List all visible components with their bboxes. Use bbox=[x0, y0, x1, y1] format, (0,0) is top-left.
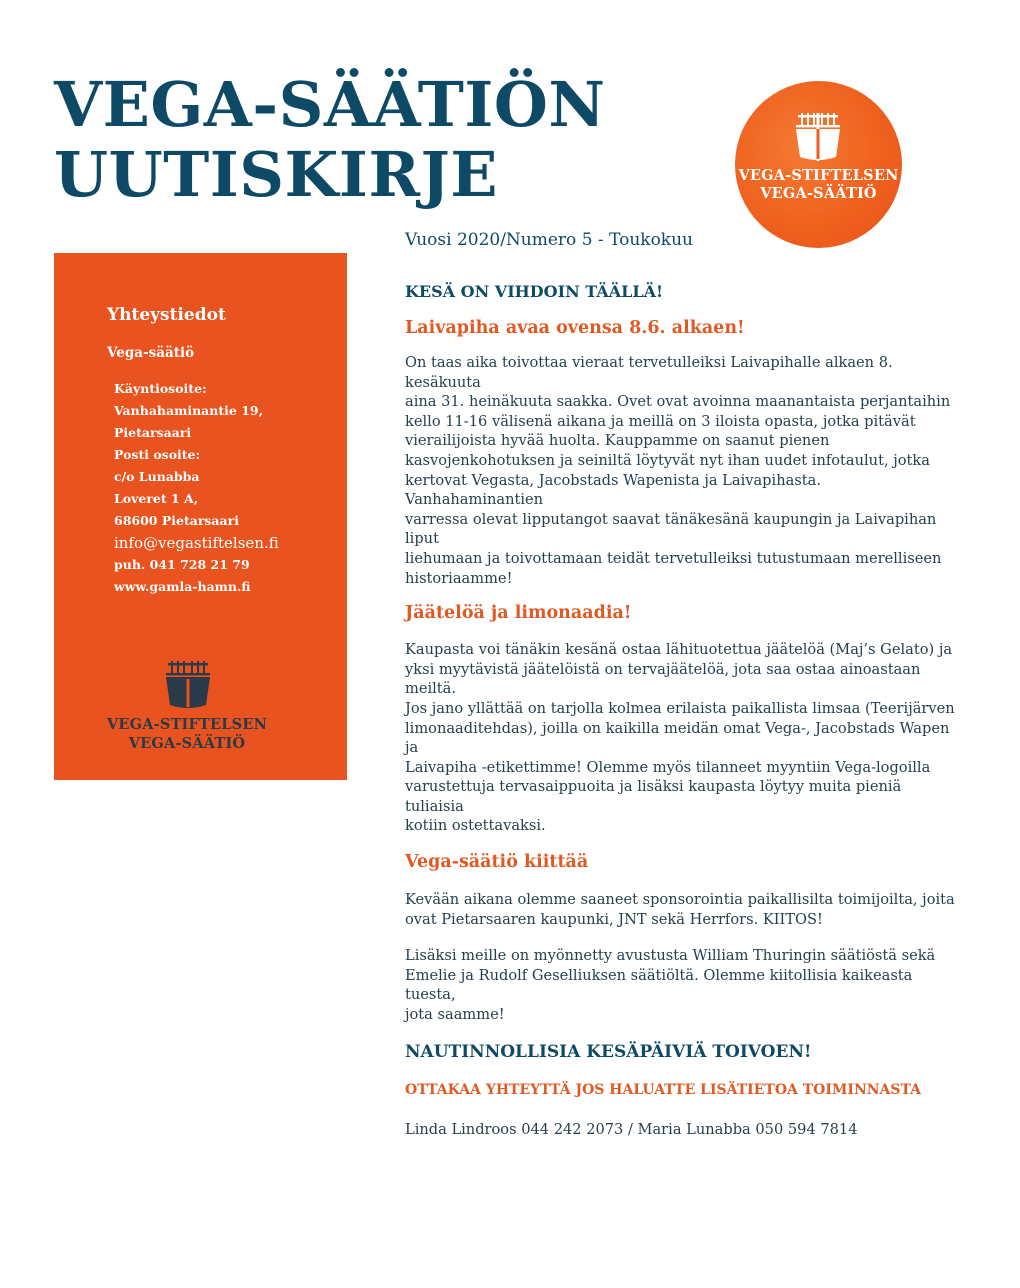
text-line: Kaupasta voi tänäkin kesänä ostaa lähituotettua jäätelöä (Maj’s Gelato) ja bbox=[405, 641, 953, 659]
address-line: Posti osoite: bbox=[114, 447, 201, 462]
text-line: Lisäksi meille on myönnetty avustusta William Thuringin säätiöstä sekä bbox=[405, 947, 936, 965]
text-line: aina 31. heinäkuuta saakka. Ovet ovat avoinna maanantaista perjantaihin bbox=[405, 393, 951, 411]
address-line: Käyntiosoite: bbox=[114, 381, 207, 396]
text-line: ovat Pietarsaaren kaupunki, JNT sekä Herrfors. KIITOS! bbox=[405, 910, 823, 928]
logo-text-line-1: VEGA-STIFTELSEN bbox=[738, 167, 899, 184]
section-3-text-2 bbox=[405, 946, 955, 1024]
contact-sidebar bbox=[54, 253, 347, 780]
logo-text-line-2: VEGA-SÄÄTIÖ bbox=[128, 735, 246, 752]
ship-logo-icon bbox=[162, 661, 214, 711]
text-line: varustettuja tervasaippuoita ja lisäksi kaupasta löytyy muita pieniä tuliaisia bbox=[405, 778, 902, 815]
address-line: Vanhahaminantie 19, bbox=[114, 403, 263, 418]
section-1-text bbox=[405, 353, 955, 588]
text-line: Emelie ja Rudolf Geselliuksen säätiöltä. Olemme kiitollisia kaikeasta tuesta, bbox=[405, 966, 913, 1004]
section-2-title: Jäätelöä ja limonaadia! bbox=[405, 603, 632, 624]
text-line: vierailijoista hyvää huolta. Kauppamme on saanut pienen bbox=[405, 432, 830, 450]
newsletter-body bbox=[405, 282, 955, 1139]
text-line: kasvojenkohotuksen ja seiniltä löytyvät nyt ihan uudet infotaulut, jotka bbox=[405, 451, 930, 469]
section-3-title: Vega-säätiö kiittää bbox=[405, 852, 589, 873]
sidebar-address bbox=[114, 378, 279, 598]
closing-heading: NAUTINNOLLISIA KESÄPÄIVIÄ TOIVOEN! bbox=[405, 1041, 812, 1062]
section-2-text bbox=[405, 640, 955, 836]
text-line: kello 11-16 välisenä aikana ja meillä on 3 iloista opasta, jotka pitävät bbox=[405, 412, 916, 430]
contact-heading: OTTAKAA YHTEYTTÄ JOS HALUATTE LISÄTIETOA TOIMINNASTA bbox=[405, 1081, 922, 1098]
text-line: Jos jano yllättää on tarjolla kolmea erilaista paikallista limsaa (Teerijärven bbox=[405, 699, 955, 717]
text-line: varressa olevat lipputangot saavat tänäkesänä kaupungin ja Laivapihan liput bbox=[405, 510, 937, 548]
phone-number: puh. 041 728 21 79 bbox=[114, 557, 250, 572]
title-line-1: VEGA-SÄÄTIÖN bbox=[54, 68, 606, 141]
text-line: limonaaditehdas), joilla on kaikilla meidän omat Vega-, Jacobstads Wapen ja bbox=[405, 719, 950, 757]
page-title bbox=[54, 70, 606, 210]
address-line: Loveret 1 A, bbox=[114, 491, 199, 506]
sidebar-org: Vega-säätiö bbox=[107, 345, 195, 361]
address-line: 68600 Pietarsaari bbox=[114, 513, 239, 528]
logo-text-line-1: VEGA-STIFTELSEN bbox=[106, 716, 268, 733]
text-line: Laivapiha -etikettimme! Olemme myös tilanneet myyntiin Vega-logoilla bbox=[405, 758, 931, 776]
logo-text-line-2: VEGA-SÄÄTIÖ bbox=[760, 185, 877, 202]
circle-logo bbox=[735, 81, 902, 248]
text-line: jota saamme! bbox=[405, 1006, 505, 1024]
text-line: historiaamme! bbox=[405, 569, 513, 587]
sidebar-heading: Yhteystiedot bbox=[107, 305, 226, 325]
text-line: On taas aika toivottaa vieraat tervetulleiksi Laivapihalle alkaen 8. kesäkuuta bbox=[405, 354, 893, 391]
website-link[interactable]: www.gamla-hamn.fi bbox=[114, 579, 251, 594]
ship-logo-icon bbox=[796, 113, 840, 163]
text-line: kertovat Vegasta, Jacobstads Wapenista ja Laivapihasta. Vanhahaminantien bbox=[405, 471, 821, 509]
title-line-2: UUTISKIRJE bbox=[54, 138, 499, 211]
section-3-text-1 bbox=[405, 890, 955, 929]
text-line: yksi myytävistä jäätelöistä on tervajäätelöä, jota saa ostaa ainoastaan meiltä. bbox=[405, 660, 921, 698]
kicker-heading: KESÄ ON VIHDOIN TÄÄLLÄ! bbox=[405, 282, 664, 301]
issue-info: Vuosi 2020/Numero 5 - Toukokuu bbox=[405, 230, 694, 250]
text-line: liehumaan ja toivottamaan teidät tervetulleiksi tutustumaan merelliseen bbox=[405, 549, 942, 567]
email-link[interactable]: info@vegastiftelsen.fi bbox=[114, 534, 279, 552]
text-line: kotiin ostettavaksi. bbox=[405, 817, 546, 835]
section-1-title: Laivapiha avaa ovensa 8.6. alkaen! bbox=[405, 318, 745, 338]
contact-people: Linda Lindroos 044 242 2073 / Maria Lunabba 050 594 7814 bbox=[405, 1120, 858, 1138]
address-line: Pietarsaari bbox=[114, 425, 192, 440]
text-line: Kevään aikana olemme saaneet sponsorointia paikallisilta toimijoilta, joita bbox=[405, 891, 955, 909]
address-line: c/o Lunabba bbox=[114, 469, 200, 484]
